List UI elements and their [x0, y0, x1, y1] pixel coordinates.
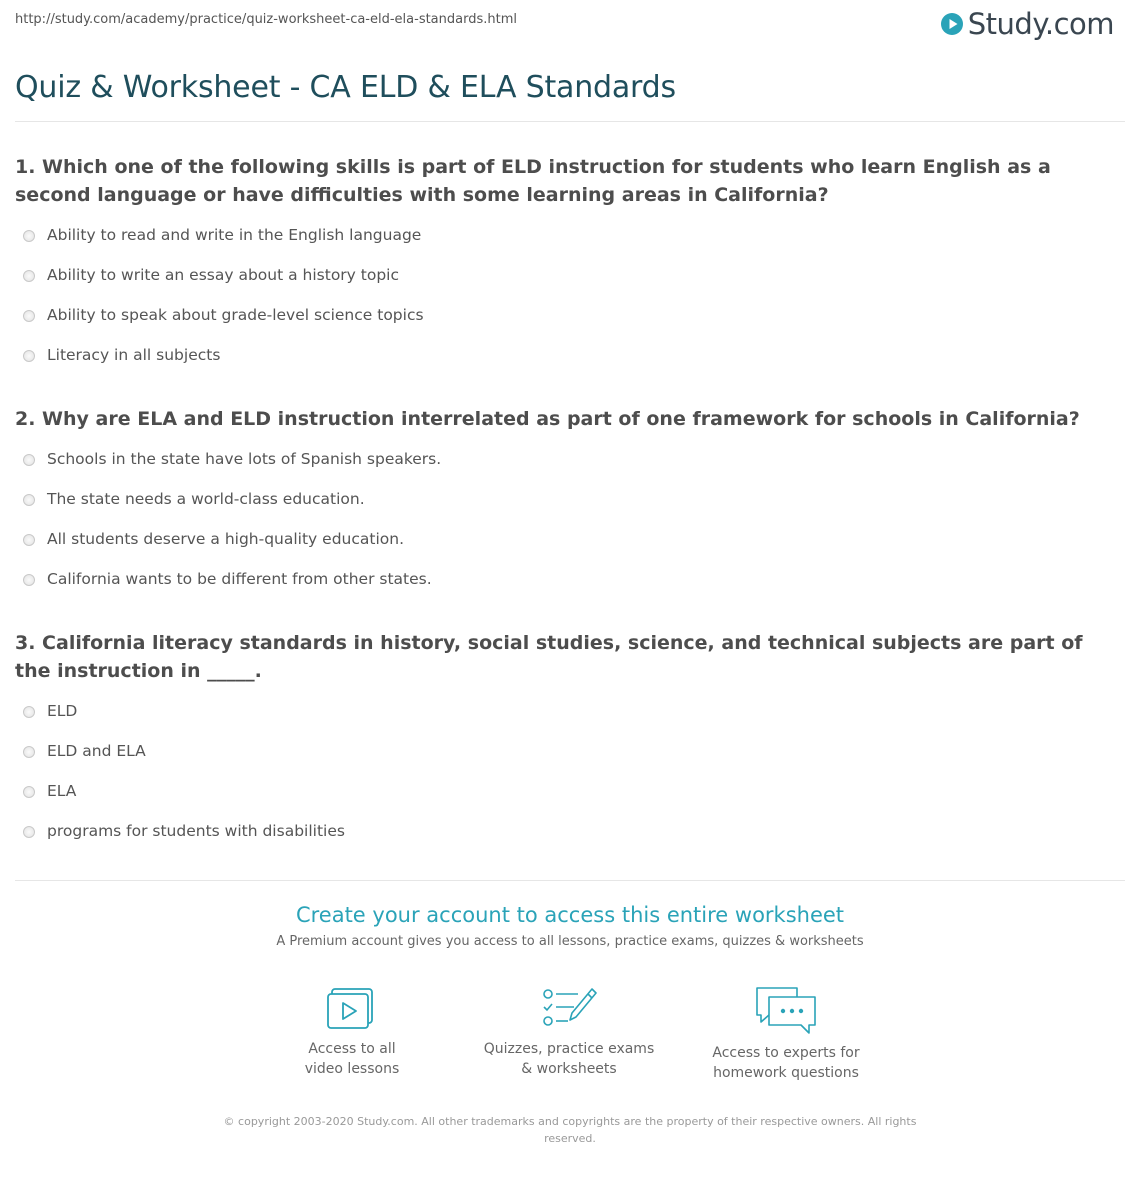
option-label: California wants to be different from other states. — [47, 570, 432, 588]
option-label: programs for students with disabilities — [47, 822, 345, 840]
copyright — [0, 1113, 1140, 1147]
answer-option[interactable] — [23, 782, 76, 800]
play-circle-icon — [940, 12, 964, 36]
copyright-text: © copyright 2003-2020 Study.com. All other trademarks and copyrights are the property of their respective owners. All rights reserved. — [223, 1115, 917, 1145]
answer-option[interactable] — [23, 702, 77, 720]
radio-icon[interactable] — [23, 494, 35, 506]
answer-option[interactable] — [23, 530, 404, 548]
option-label: All students deserve a high-quality education. — [47, 530, 404, 548]
feature-label-line1: Access to all — [308, 1041, 396, 1057]
radio-icon[interactable] — [23, 350, 35, 362]
question-1: 1. Which one of the following skills is part of ELD instruction for students who learn English as a second language or have difficulties with some learning areas in California? — [15, 156, 1051, 206]
option-label: Schools in the state have lots of Spanish speakers. — [47, 450, 442, 468]
chat-bubbles-icon — [753, 985, 819, 1035]
answer-option[interactable] — [23, 306, 424, 324]
option-label: Literacy in all subjects — [47, 346, 221, 364]
title-divider — [15, 121, 1125, 122]
radio-icon[interactable] — [23, 230, 35, 242]
study-logo[interactable] — [940, 6, 1114, 42]
cta-subtitle: A Premium account gives you access to all lessons, practice exams, quizzes & worksheets — [276, 934, 864, 949]
create-account-link[interactable]: Create your account to access this entire worksheet — [295, 903, 845, 927]
answer-option[interactable] — [23, 822, 345, 840]
page-url: http://study.com/academy/practice/quiz-worksheet-ca-eld-ela-standards.html — [15, 12, 517, 27]
option-label: ELA — [47, 782, 77, 800]
radio-icon[interactable] — [23, 574, 35, 586]
feature-label-line2: homework questions — [713, 1065, 859, 1081]
feature-experts — [686, 985, 886, 1083]
feature-label-line1: Access to experts for — [712, 1045, 860, 1061]
feature-label-line2: video lessons — [304, 1061, 400, 1077]
question-3: 3. California literacy standards in history, social studies, science, and technical subjects are part of the instruction in _____. — [15, 632, 1083, 682]
answer-option[interactable] — [23, 570, 432, 588]
answer-option[interactable] — [23, 266, 399, 284]
quiz-checklist-icon — [540, 985, 598, 1031]
radio-icon[interactable] — [23, 706, 35, 718]
logo-text: Study.com — [967, 6, 1114, 41]
option-label: Ability to speak about grade-level science topics — [47, 306, 424, 324]
radio-icon[interactable] — [23, 534, 35, 546]
section-divider — [15, 880, 1125, 881]
feature-label-line1: Quizzes, practice exams — [483, 1041, 655, 1057]
page-title: Quiz & Worksheet - CA ELD & ELA Standards — [15, 70, 676, 105]
radio-icon[interactable] — [23, 454, 35, 466]
radio-icon[interactable] — [23, 786, 35, 798]
option-label: The state needs a world-class education. — [47, 490, 365, 508]
feature-video-lessons — [252, 985, 452, 1079]
option-label: Ability to write an essay about a history topic — [47, 266, 399, 284]
answer-option[interactable] — [23, 450, 441, 468]
option-label: Ability to read and write in the English language — [47, 226, 422, 244]
radio-icon[interactable] — [23, 746, 35, 758]
answer-option[interactable] — [23, 742, 146, 760]
answer-option[interactable] — [23, 346, 220, 364]
feature-quizzes — [469, 985, 669, 1079]
feature-label-line2: & worksheets — [521, 1061, 617, 1077]
radio-icon[interactable] — [23, 270, 35, 282]
video-lesson-icon — [325, 985, 379, 1031]
option-label: ELD and ELA — [47, 742, 146, 760]
answer-option[interactable] — [23, 490, 365, 508]
radio-icon[interactable] — [23, 310, 35, 322]
radio-icon[interactable] — [23, 826, 35, 838]
question-2: 2. Why are ELA and ELD instruction interrelated as part of one framework for schools in California? — [15, 408, 1080, 430]
answer-option[interactable] — [23, 226, 421, 244]
option-label: ELD — [47, 702, 78, 720]
